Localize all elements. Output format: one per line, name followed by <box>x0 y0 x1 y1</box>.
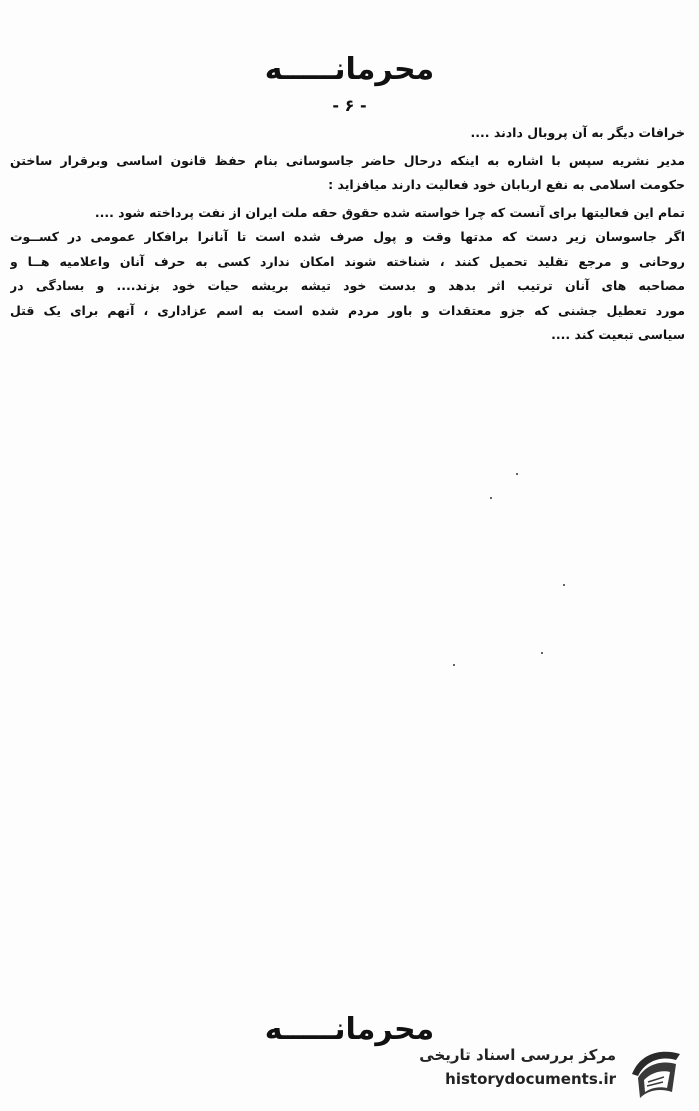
text-line: سیاسی تبعیت کند .... <box>551 327 685 342</box>
classification-footer: محرمانـــــه <box>264 1012 435 1047</box>
document-body <box>10 121 685 348</box>
text-line: تمام این فعالیتها برای آنست که چرا خواسته شده حقوق حقه ملت ایران از نفت پرداخته شود .... <box>94 204 685 220</box>
text-line: اگر جاسوسان زیر دست که مدتها وقت و پول صرف شده است تا آنانرا برافکار عمومی در کســوت <box>10 229 685 244</box>
archive-watermark <box>418 1042 690 1104</box>
page-number: - ۶ - <box>332 96 367 115</box>
watermark-title: مرکز بررسی اسناد تاریخی <box>419 1046 616 1064</box>
scan-speck <box>516 473 518 475</box>
scan-speck <box>541 652 543 654</box>
open-book-logo-icon <box>626 1044 688 1102</box>
watermark-url: historydocuments.ir <box>445 1070 616 1088</box>
scan-speck <box>563 584 565 586</box>
text-line: مدیر نشریه سپس با اشاره به اینکه درحال حاضر جاسوسانی بنام حفظ قانون اساسی وبرقرار ساختن <box>10 152 685 168</box>
classification-header: محرمانـــــه <box>264 52 435 87</box>
scan-speck <box>453 664 455 666</box>
scan-speck <box>490 497 492 499</box>
text-line: حکومت اسلامی به نفع اربابان خود فعالیت دارند میافزاید : <box>328 177 685 192</box>
text-line: روحانی و مرجع تقلید تحمیل کنند ، شناخته شوند امکان ندارد کسی به حرف آنان واعلامیه هــا و <box>10 253 685 269</box>
text-line: مورد تعطیل جشنی که جزو معتقدات و باور مردم شده است به اسم عزاداری ، آنهم برای یک قتل <box>10 302 685 318</box>
text-line: مصاحبه های آنان ترتیب اثر بدهد و بدست خود تیشه بریشه حیات خود بزند.... و بسادگی در <box>10 278 685 293</box>
text-line: خرافات دیگر به آن پروبال دادند .... <box>470 125 685 140</box>
